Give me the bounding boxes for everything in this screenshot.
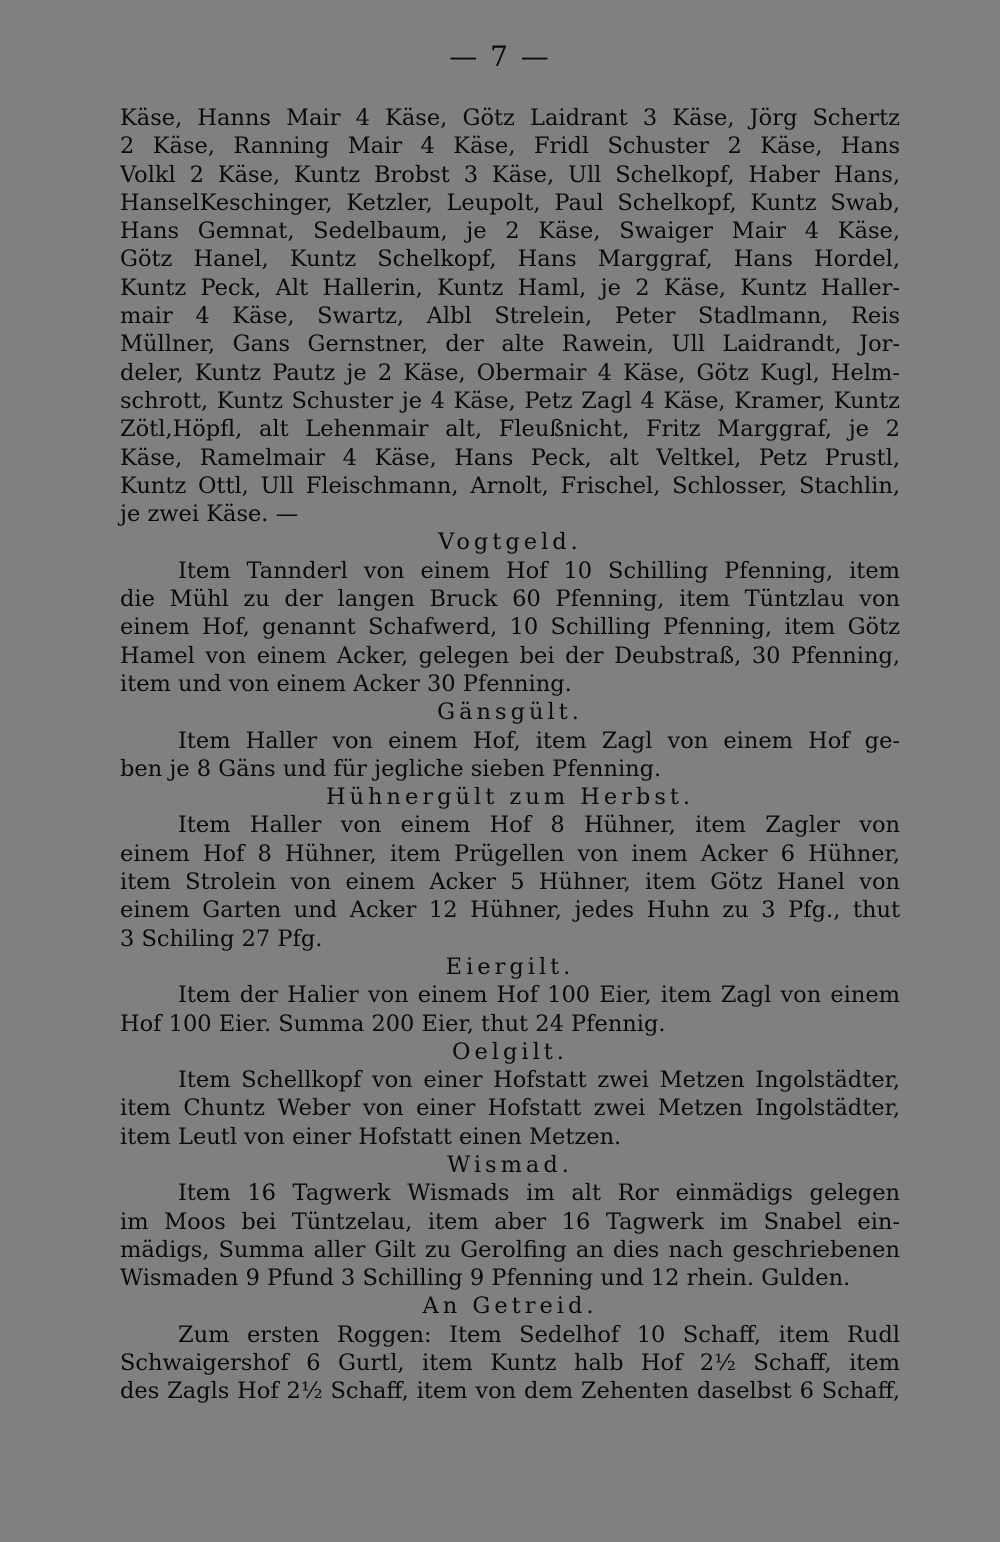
text-line: Item Tannderl von einem Hof 10 Schilling Pfenning, item: [178, 557, 900, 584]
text-line: Schwaigershof 6 Gurtl, item Kuntz halb Hof 2½ Schaff, item: [120, 1350, 900, 1377]
text-line: Zötl,Höpfl, alt Lehenmair alt, Fleußnicht, Fritz Marggraf, je 2: [120, 416, 900, 443]
text-line: ben je 8 Gäns und für jegliche sieben Pfenning.: [120, 755, 662, 782]
section-heading: Eiergilt.: [445, 953, 575, 980]
section-heading: Wismad.: [447, 1151, 573, 1178]
text-line: Item der Halier von einem Hof 100 Eier, item Zagl von einem: [178, 982, 900, 1009]
section-an-getreid: [120, 1292, 900, 1405]
section-cheese-list: [120, 104, 900, 528]
text-line: einem Hof 8 Hühner, item Prügellen von inem Acker 6 Hühner,: [120, 840, 900, 867]
text-line: Volkl 2 Käse, Kuntz Brobst 3 Käse, Ull Schelkopf, Haber Hans,: [120, 161, 900, 188]
text-line: einem Garten und Acker 12 Hühner, jedes Huhn zu 3 Pfg., thut: [120, 897, 900, 924]
section-gaensguelt: [120, 698, 900, 783]
text-line: Kuntz Ottl, Ull Fleischmann, Arnolt, Frischel, Schlosser, Stachlin,: [120, 472, 900, 499]
text-line: schrott, Kuntz Schuster je 4 Käse, Petz Zagl 4 Käse, Kramer, Kuntz: [120, 387, 900, 414]
section-heading: Vogtgeld.: [438, 529, 582, 556]
text-line: die Mühl zu der langen Bruck 60 Pfenning, item Tüntzlau von: [120, 586, 900, 613]
text-line: 2 Käse, Ranning Mair 4 Käse, Fridl Schuster 2 Käse, Hans: [120, 133, 900, 160]
section-heading: Gänsgült.: [437, 699, 583, 726]
text-line: Item Haller von einem Hof, item Zagl von einem Hof ge-: [178, 727, 900, 754]
section-huehnerguelt: [120, 783, 900, 953]
text-line: Götz Hanel, Kuntz Schelkopf, Hans Marggraf, Hans Hordel,: [120, 246, 900, 273]
text-line: item Chuntz Weber von einer Hofstatt zwei Metzen Ingolstädter,: [120, 1095, 900, 1122]
section-wismad: [120, 1151, 900, 1292]
section-oelgilt: [120, 1038, 900, 1151]
section-heading: Oelgilt.: [452, 1038, 568, 1065]
text-line: Müllner, Gans Gernstner, der alte Rawein, Ull Laidrandt, Jor-: [120, 331, 900, 358]
text-line: einem Hof, genannt Schafwerd, 10 Schilling Pfenning, item Götz: [120, 614, 900, 641]
text-line: item Leutl von einer Hofstatt einen Metzen.: [120, 1123, 622, 1150]
text-line: Käse, Ramelmair 4 Käse, Hans Peck, alt Veltkel, Petz Prustl,: [120, 444, 900, 471]
text-line: Hof 100 Eier. Summa 200 Eier, thut 24 Pfennig.: [120, 1010, 666, 1037]
text-line: Wismaden 9 Pfund 3 Schilling 9 Pfenning und 12 rhein. Gulden.: [120, 1265, 851, 1292]
text-line: HanselKeschinger, Ketzler, Leupolt, Paul Schelkopf, Kuntz Swab,: [120, 189, 900, 216]
text-line: 3 Schiling 27 Pfg.: [120, 925, 323, 952]
text-line: Zum ersten Roggen: Item Sedelhof 10 Schaff, item Rudl: [178, 1321, 900, 1348]
text-line: Hans Gemnat, Sedelbaum, je 2 Käse, Swaiger Mair 4 Käse,: [120, 218, 900, 245]
section-heading: Hühnergült zum Herbst.: [325, 784, 695, 811]
text-line: Käse, Hanns Mair 4 Käse, Götz Laidrant 3 Käse, Jörg Schertz: [120, 105, 900, 131]
text-line: item Strolein von einem Acker 5 Hühner, item Götz Hanel von: [120, 869, 900, 896]
text-line: Item 16 Tagwerk Wismads im alt Ror einmädigs gelegen: [178, 1180, 900, 1207]
text-line: Kuntz Peck, Alt Hallerin, Kuntz Haml, je 2 Käse, Kuntz Haller-: [120, 274, 900, 301]
text-line: des Zagls Hof 2½ Schaff, item von dem Zehenten daselbst 6 Schaff,: [120, 1378, 900, 1405]
document-body: [120, 104, 900, 1406]
text-line: item und von einem Acker 30 Pfenning.: [120, 670, 572, 697]
text-line: Item Schellkopf von einer Hofstatt zwei Metzen Ingolstädter,: [178, 1067, 900, 1094]
text-line: im Moos bei Tüntzelau, item aber 16 Tagwerk im Snabel ein-: [120, 1208, 900, 1235]
text-line: je zwei Käse. —: [120, 501, 299, 528]
text-line: Item Haller von einem Hof 8 Hühner, item Zagler von: [178, 812, 900, 839]
page-number: — 7 —: [449, 40, 551, 73]
text-line: Hamel von einem Acker, gelegen bei der Deubstraß, 30 Pfenning,: [120, 642, 900, 669]
text-line: mair 4 Käse, Swartz, Albl Strelein, Peter Stadlmann, Reis: [120, 303, 900, 330]
section-heading: An Getreid.: [422, 1293, 598, 1320]
text-line: deler, Kuntz Pautz je 2 Käse, Obermair 4 Käse, Götz Kugl, Helm-: [120, 359, 900, 386]
section-vogtgeld: [120, 528, 900, 698]
section-eiergilt: [120, 953, 900, 1038]
text-line: mädigs, Summa aller Gilt zu Gerolfing an dies nach geschriebenen: [120, 1236, 900, 1263]
